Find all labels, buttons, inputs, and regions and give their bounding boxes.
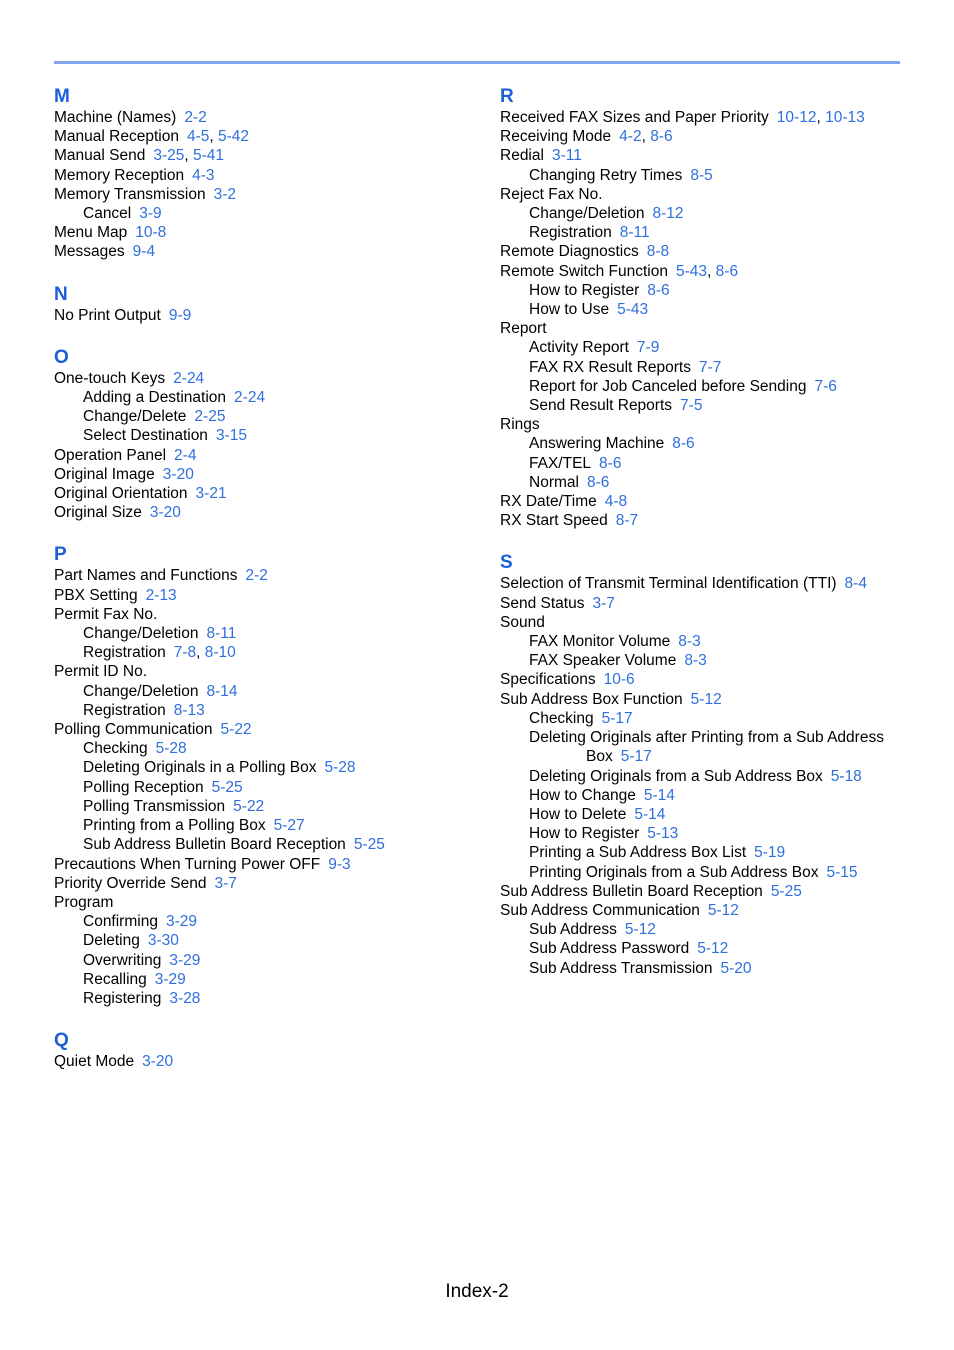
index-entry (54, 586, 474, 605)
page-link[interactable]: 3-30 (147, 932, 179, 950)
index-term: Manual Reception (54, 128, 179, 146)
index-entry (54, 951, 474, 970)
page-link[interactable]: 2-24 (234, 389, 266, 407)
page-link[interactable]: 2-2 (245, 567, 268, 585)
page-link[interactable]: 5-20 (720, 959, 752, 977)
index-term: Printing from a Polling Box (83, 817, 266, 835)
index-entry (54, 624, 474, 643)
index-entry (500, 594, 910, 613)
index-entry (54, 739, 474, 758)
index-entry (500, 939, 910, 958)
index-term: Receiving Mode (500, 128, 612, 146)
index-term: Permit ID No. (54, 663, 148, 681)
section-letter: M (54, 86, 70, 107)
index-term: Sub Address Password (529, 940, 690, 958)
index-entry (500, 185, 910, 204)
page-link[interactable]: 10-8 (135, 224, 167, 242)
index-term: Remote Switch Function (500, 262, 668, 280)
index-term: Change/Deletion (83, 625, 199, 643)
index-section-p (54, 544, 474, 1008)
index-term: Program (54, 893, 114, 911)
index-term: FAX Speaker Volume (529, 652, 677, 670)
index-entry (500, 377, 910, 396)
index-section-m (54, 86, 474, 262)
index-term: FAX RX Result Reports (529, 358, 691, 376)
index-entry (500, 728, 910, 747)
index-entry (54, 223, 474, 242)
page-link[interactable]: 3-29 (165, 913, 197, 931)
index-term: Printing Originals from a Sub Address Box (529, 863, 819, 881)
index-entry (54, 662, 474, 681)
index-term: PBX Setting (54, 586, 138, 604)
index-entry (54, 566, 474, 585)
index-entry (500, 511, 910, 530)
page-separator: , (707, 262, 716, 280)
page-separator: , (816, 109, 826, 126)
index-term: RX Date/Time (500, 493, 597, 511)
page-link[interactable]: 5-43 (617, 301, 649, 319)
index-term: Report (500, 320, 547, 338)
index-entry (54, 503, 474, 522)
page-link[interactable]: 8-13 (173, 701, 205, 719)
index-term: Send Status (500, 594, 585, 612)
page-link[interactable]: 5-15 (826, 863, 858, 881)
index-term: Sub Address Communication (500, 901, 700, 919)
page-link[interactable]: 5-12 (707, 901, 739, 919)
index-entry (500, 843, 910, 862)
page-link[interactable]: 2-24 (173, 369, 205, 387)
index-entry (54, 643, 474, 662)
index-term: Machine (Names) (54, 109, 177, 126)
index-term: Sub Address Bulletin Board Reception (83, 836, 346, 854)
index-entry (500, 882, 910, 901)
index-entry (500, 863, 910, 882)
page-link[interactable]: 5-25 (211, 778, 243, 796)
page-link[interactable]: 8-6 (672, 435, 695, 453)
page-separator: , (196, 644, 205, 662)
index-entry (54, 369, 474, 388)
page-link[interactable]: 8-6 (586, 473, 610, 491)
index-term: Quiet Mode (54, 1053, 135, 1071)
page-link[interactable]: 3-11 (551, 147, 582, 165)
index-term: Checking (83, 740, 148, 758)
page-link[interactable]: 7-8 (173, 644, 197, 662)
index-section-o (54, 347, 474, 523)
page-separator: , (209, 128, 218, 146)
index-term: Memory Reception (54, 166, 185, 184)
page-link[interactable]: 5-27 (273, 817, 305, 835)
index-term: Confirming (83, 913, 158, 931)
page-link[interactable]: 9-9 (168, 306, 192, 324)
index-term: Overwriting (83, 951, 162, 969)
index-term: Change/Deletion (529, 205, 645, 223)
index-entry (54, 1052, 474, 1071)
page-link[interactable]: 3-20 (142, 1053, 174, 1071)
index-entry (54, 204, 474, 223)
index-term: Registration (529, 224, 612, 242)
index-term: Sub Address Bulletin Board Reception (500, 882, 763, 900)
section-letter: O (54, 346, 69, 368)
page-link[interactable]: 8-4 (844, 575, 867, 593)
index-entry (54, 682, 474, 701)
index-term: Deleting (83, 932, 140, 950)
index-entry (54, 306, 474, 325)
page-link[interactable]: 5-13 (647, 825, 679, 843)
page-link[interactable]: 5-17 (620, 748, 652, 766)
index-term: Reject Fax No. (500, 185, 603, 203)
page-link[interactable]: 2-25 (194, 408, 226, 426)
page-link[interactable]: 4-2 (619, 128, 642, 146)
page-link[interactable]: 8-6 (647, 281, 670, 299)
index-term: Polling Reception (83, 778, 204, 796)
index-entry (500, 396, 910, 415)
index-term: How to Change (529, 786, 636, 804)
page-link[interactable]: 8-11 (619, 224, 650, 242)
index-entry (500, 786, 910, 805)
index-term: Registering (83, 989, 162, 1007)
page-link[interactable]: 5-14 (634, 805, 666, 823)
page-link[interactable]: 5-25 (353, 836, 385, 854)
page-link[interactable]: 5-42 (217, 128, 250, 146)
page-link[interactable]: 3-7 (214, 874, 237, 892)
index-entry (500, 632, 910, 651)
page-link[interactable]: 5-22 (220, 721, 252, 739)
index-entry (500, 473, 910, 492)
index-term: Menu Map (54, 224, 128, 242)
index-term: Normal (529, 473, 579, 491)
index-entry (500, 920, 910, 939)
page-link[interactable]: 3-2 (213, 185, 236, 203)
index-term: No Print Output (54, 306, 161, 324)
page-link[interactable]: 3-21 (195, 485, 227, 503)
page-link[interactable]: 4-5 (186, 128, 210, 146)
index-term: Registration (83, 701, 166, 719)
index-term: Recalling (83, 970, 147, 988)
index-term: Original Orientation (54, 485, 188, 503)
index-entry (54, 874, 474, 893)
index-term: Change/Deletion (83, 682, 199, 700)
index-entry (500, 262, 910, 281)
index-entry (54, 989, 474, 1008)
index-term: Part Names and Functions (54, 567, 238, 585)
index-term: Report for Job Canceled before Sending (529, 377, 807, 395)
index-term: Original Image (54, 465, 155, 483)
index-entry (500, 166, 910, 185)
index-entry (500, 690, 910, 709)
index-entry (54, 185, 474, 204)
page-link[interactable]: 5-14 (643, 786, 675, 804)
index-term: Answering Machine (529, 435, 665, 453)
section-letter: Q (54, 1030, 69, 1052)
index-term: Deleting Originals after Printing from a Sub Address (529, 729, 884, 747)
index-term: Select Destination (83, 427, 208, 445)
index-entry (54, 970, 474, 989)
index-section-r (500, 86, 910, 530)
index-term: Received FAX Sizes and Paper Priority (500, 109, 769, 126)
index-entry (500, 319, 910, 338)
index-entry (54, 166, 474, 185)
index-term: Sub Address Transmission (529, 959, 713, 977)
page-link[interactable]: 8-11 (206, 625, 237, 643)
page-link[interactable]: 5-25 (770, 882, 802, 900)
index-term: Change/Delete (83, 408, 187, 426)
page-link[interactable]: 3-28 (169, 989, 201, 1007)
index-entry (500, 242, 910, 261)
index-term: Permit Fax No. (54, 605, 158, 623)
index-term: Messages (54, 243, 125, 261)
index-term: Checking (529, 709, 594, 727)
index-term: Changing Retry Times (529, 166, 683, 184)
index-term: Specifications (500, 671, 596, 689)
section-letter: S (500, 552, 513, 574)
page-link[interactable]: 8-10 (204, 644, 236, 662)
page-link[interactable]: 8-6 (650, 128, 673, 146)
index-entry (500, 747, 910, 766)
page-link[interactable]: 7-9 (636, 339, 660, 357)
page-link[interactable]: 7-7 (698, 358, 722, 376)
index-term: FAX/TEL (529, 454, 592, 472)
index-term: Sub Address Box Function (500, 690, 683, 708)
index-entry (500, 358, 910, 377)
index-entry (54, 816, 474, 835)
index-entry (500, 300, 910, 319)
index-entry (500, 651, 910, 670)
page-link[interactable]: 5-28 (155, 740, 187, 758)
page-link[interactable]: 5-43 (676, 262, 708, 280)
index-entry (500, 709, 910, 728)
index-entry (500, 454, 910, 473)
section-letter: R (500, 86, 514, 107)
page-link[interactable]: 5-28 (324, 759, 356, 777)
index-entry (54, 855, 474, 874)
index-term: Priority Override Send (54, 874, 207, 892)
index-term: How to Delete (529, 805, 627, 823)
index-term: Activity Report (529, 339, 629, 357)
index-entry (54, 108, 474, 127)
index-term: Deleting Originals from a Sub Address Box (529, 767, 823, 785)
index-term: Polling Transmission (83, 797, 226, 815)
page-separator: , (184, 147, 193, 165)
index-term: Polling Communication (54, 721, 213, 739)
page-link[interactable]: 8-6 (599, 454, 622, 472)
index-entry (54, 797, 474, 816)
page-link[interactable]: 5-22 (233, 797, 265, 815)
page-link[interactable]: 4-3 (192, 166, 215, 184)
index-entry (54, 146, 474, 165)
index-entry (500, 415, 910, 434)
index-entry (500, 670, 910, 689)
index-entry (500, 767, 910, 786)
index-term: Remote Diagnostics (500, 243, 639, 261)
index-entry (500, 613, 910, 632)
index-entry (500, 146, 910, 165)
page-link[interactable]: 4-8 (604, 493, 628, 511)
page-link[interactable]: 8-5 (690, 166, 713, 184)
index-term: Sub Address (529, 921, 617, 939)
index-entry (500, 574, 910, 593)
index-section-n (54, 284, 474, 325)
index-entry (54, 446, 474, 465)
index-entry (54, 912, 474, 931)
index-entry (500, 281, 910, 300)
index-term: Printing a Sub Address Box List (529, 844, 747, 862)
page-link[interactable]: 3-15 (215, 427, 247, 445)
index-entry (54, 778, 474, 797)
page-link[interactable]: 2-2 (184, 109, 207, 126)
page-link[interactable]: 10-13 (825, 109, 865, 126)
page-link[interactable]: 8-6 (715, 262, 739, 280)
index-entry (54, 484, 474, 503)
page-link[interactable]: 8-8 (646, 243, 670, 261)
page-link[interactable]: 3-7 (592, 594, 615, 612)
index-entry (54, 127, 474, 146)
page-link[interactable]: 5-41 (193, 147, 225, 165)
index-term: Deleting Originals in a Polling Box (83, 759, 317, 777)
section-letter: P (54, 544, 67, 566)
page-link[interactable]: 10-12 (776, 109, 817, 126)
index-column-left (54, 86, 474, 1093)
page-link[interactable]: 8-12 (652, 205, 684, 223)
page-link[interactable]: 5-18 (830, 767, 862, 785)
index-entry (500, 127, 910, 146)
index-column-right (500, 86, 910, 1000)
page-link[interactable]: 3-20 (149, 504, 181, 522)
index-term: Adding a Destination (83, 389, 227, 407)
index-term: Manual Send (54, 147, 146, 165)
page-link[interactable]: 9-3 (328, 855, 351, 873)
index-term: How to Register (529, 825, 640, 843)
page-link[interactable]: 2-4 (174, 446, 197, 464)
page-number: Index-2 (445, 1281, 509, 1302)
page-separator: , (641, 128, 651, 146)
page-link[interactable]: 3-20 (162, 465, 194, 483)
index-entry (500, 223, 910, 242)
index-term: Memory Transmission (54, 185, 206, 203)
index-term: Redial (500, 147, 544, 165)
index-entry (54, 720, 474, 739)
index-term: Registration (83, 644, 166, 662)
index-entry (54, 407, 474, 426)
page-link[interactable]: 5-19 (754, 844, 786, 862)
index-term: Box (586, 748, 613, 766)
page-link[interactable]: 5-12 (690, 690, 722, 708)
index-term: Operation Panel (54, 446, 167, 464)
index-entry (54, 758, 474, 777)
index-entry (54, 835, 474, 854)
page-link[interactable]: 5-12 (697, 940, 729, 958)
index-term: Original Size (54, 504, 142, 522)
page-link[interactable]: 10-6 (603, 671, 635, 689)
index-entry (500, 492, 910, 511)
index-term: RX Start Speed (500, 512, 608, 530)
index-entry (54, 605, 474, 624)
page-link[interactable]: 8-3 (684, 652, 707, 670)
page-link[interactable]: 9-4 (132, 243, 156, 261)
index-entry (500, 901, 910, 920)
index-term: Sound (500, 613, 545, 631)
page-link[interactable]: 8-7 (615, 512, 639, 530)
page-link[interactable]: 5-12 (624, 921, 656, 939)
index-entry (500, 204, 910, 223)
index-term: Selection of Transmit Terminal Identification (TTI) (500, 575, 837, 593)
index-entry (54, 388, 474, 407)
index-entry (54, 701, 474, 720)
page-link[interactable]: 8-3 (678, 633, 701, 651)
index-entry (500, 338, 910, 357)
index-entry (500, 959, 910, 978)
page-link[interactable]: 3-9 (139, 205, 162, 223)
header-rule (54, 61, 900, 64)
page-link[interactable]: 3-29 (154, 970, 186, 988)
index-entry (500, 434, 910, 453)
index-entry (500, 108, 910, 127)
index-entry (54, 893, 474, 912)
index-entry (54, 426, 474, 445)
index-term: How to Use (529, 301, 610, 319)
page-link[interactable]: 7-6 (814, 377, 837, 395)
section-letter: N (54, 283, 68, 305)
index-entry (500, 805, 910, 824)
page-link[interactable]: 3-25 (153, 147, 185, 165)
page-link[interactable]: 5-17 (601, 709, 633, 727)
index-term: How to Register (529, 281, 640, 299)
index-term: Rings (500, 416, 540, 434)
index-term: Precautions When Turning Power OFF (54, 855, 321, 873)
index-term: One-touch Keys (54, 369, 166, 387)
index-entry (54, 465, 474, 484)
index-entry (54, 242, 474, 261)
page-link[interactable]: 2-13 (145, 586, 177, 604)
index-entry (500, 824, 910, 843)
page-link[interactable]: 7-5 (680, 397, 703, 415)
index-section-q (54, 1030, 474, 1071)
page-link[interactable]: 8-14 (206, 682, 238, 700)
index-entry (54, 931, 474, 950)
index-section-s (500, 552, 910, 977)
index-term: Send Result Reports (529, 397, 673, 415)
page-link[interactable]: 3-29 (169, 951, 201, 969)
index-term: FAX Monitor Volume (529, 633, 671, 651)
index-term: Cancel (83, 205, 132, 223)
